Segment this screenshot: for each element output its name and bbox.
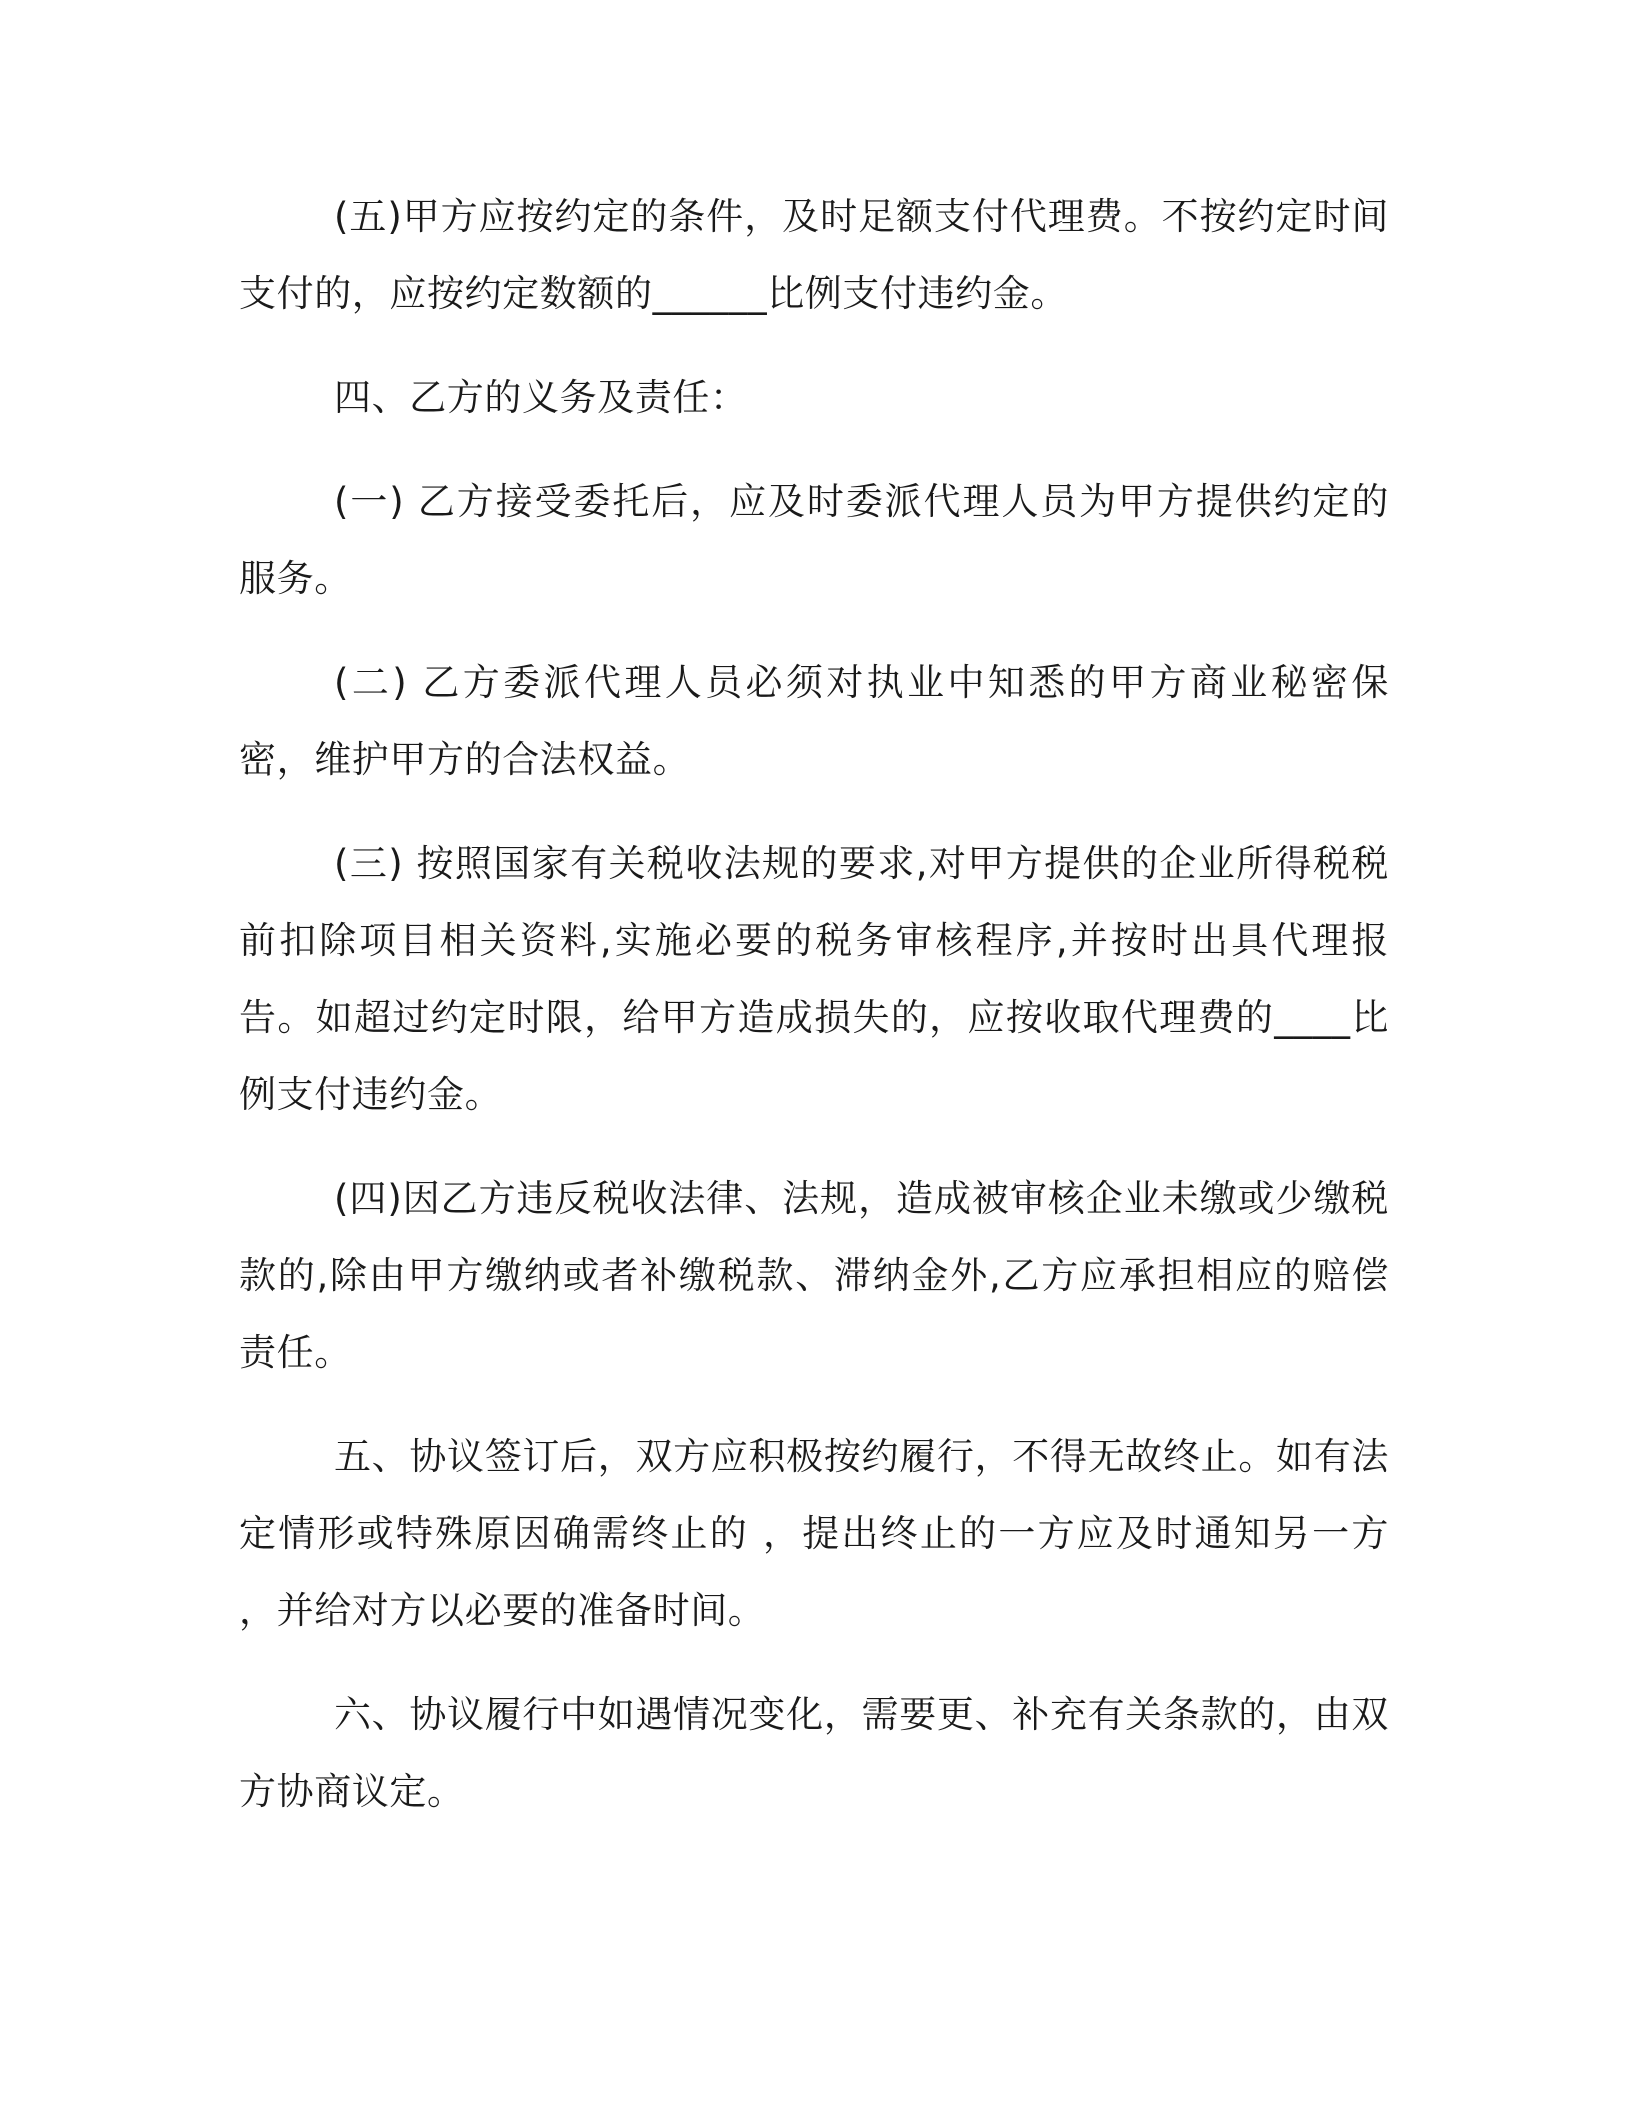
section-heading-party-b-obligations: 四、乙方的义务及责任： <box>334 376 748 419</box>
paragraph-amendment: 六、协议履行中如遇情况变化，需要更、补充有关条款的，由双方协商议定。 <box>239 1693 1389 1813</box>
paragraph-assign-agents: (一) 乙方接受委托后，应及时委派代理人员为甲方提供约定的服务。 <box>239 480 1389 600</box>
document-body <box>239 178 1389 1857</box>
paragraph-liability: (四)因乙方违反税收法律、法规，造成被审核企业未缴或少缴税款的,除由甲方缴纳或者补缴税款、滞纳金外,乙方应承担相应的赔偿责任。 <box>239 1177 1389 1374</box>
paragraph-tax-review: (三) 按照国家有关税收法规的要求,对甲方提供的企业所得税税前扣除项目相关资料,实施必要的税务审核程序,并按时出具代理报告。如超过约定时限，给甲方造成损失的，应按收取代理费的____比例支付违约金。 <box>239 842 1389 1116</box>
paragraph-termination: 五、协议签订后，双方应积极按约履行，不得无故终止。如有法定情形或特殊原因确需终止的 ，提出终止的一方应及时通知另一方 ，并给对方以必要的准备时间。 <box>239 1435 1389 1632</box>
paragraph-fee-payment: (五)甲方应按约定的条件，及时足额支付代理费。不按约定时间支付的，应按约定数额的______比例支付违约金。 <box>239 195 1389 315</box>
paragraph-confidentiality: (二) 乙方委派代理人员必须对执业中知悉的甲方商业秘密保密，维护甲方的合法权益。 <box>239 661 1389 781</box>
